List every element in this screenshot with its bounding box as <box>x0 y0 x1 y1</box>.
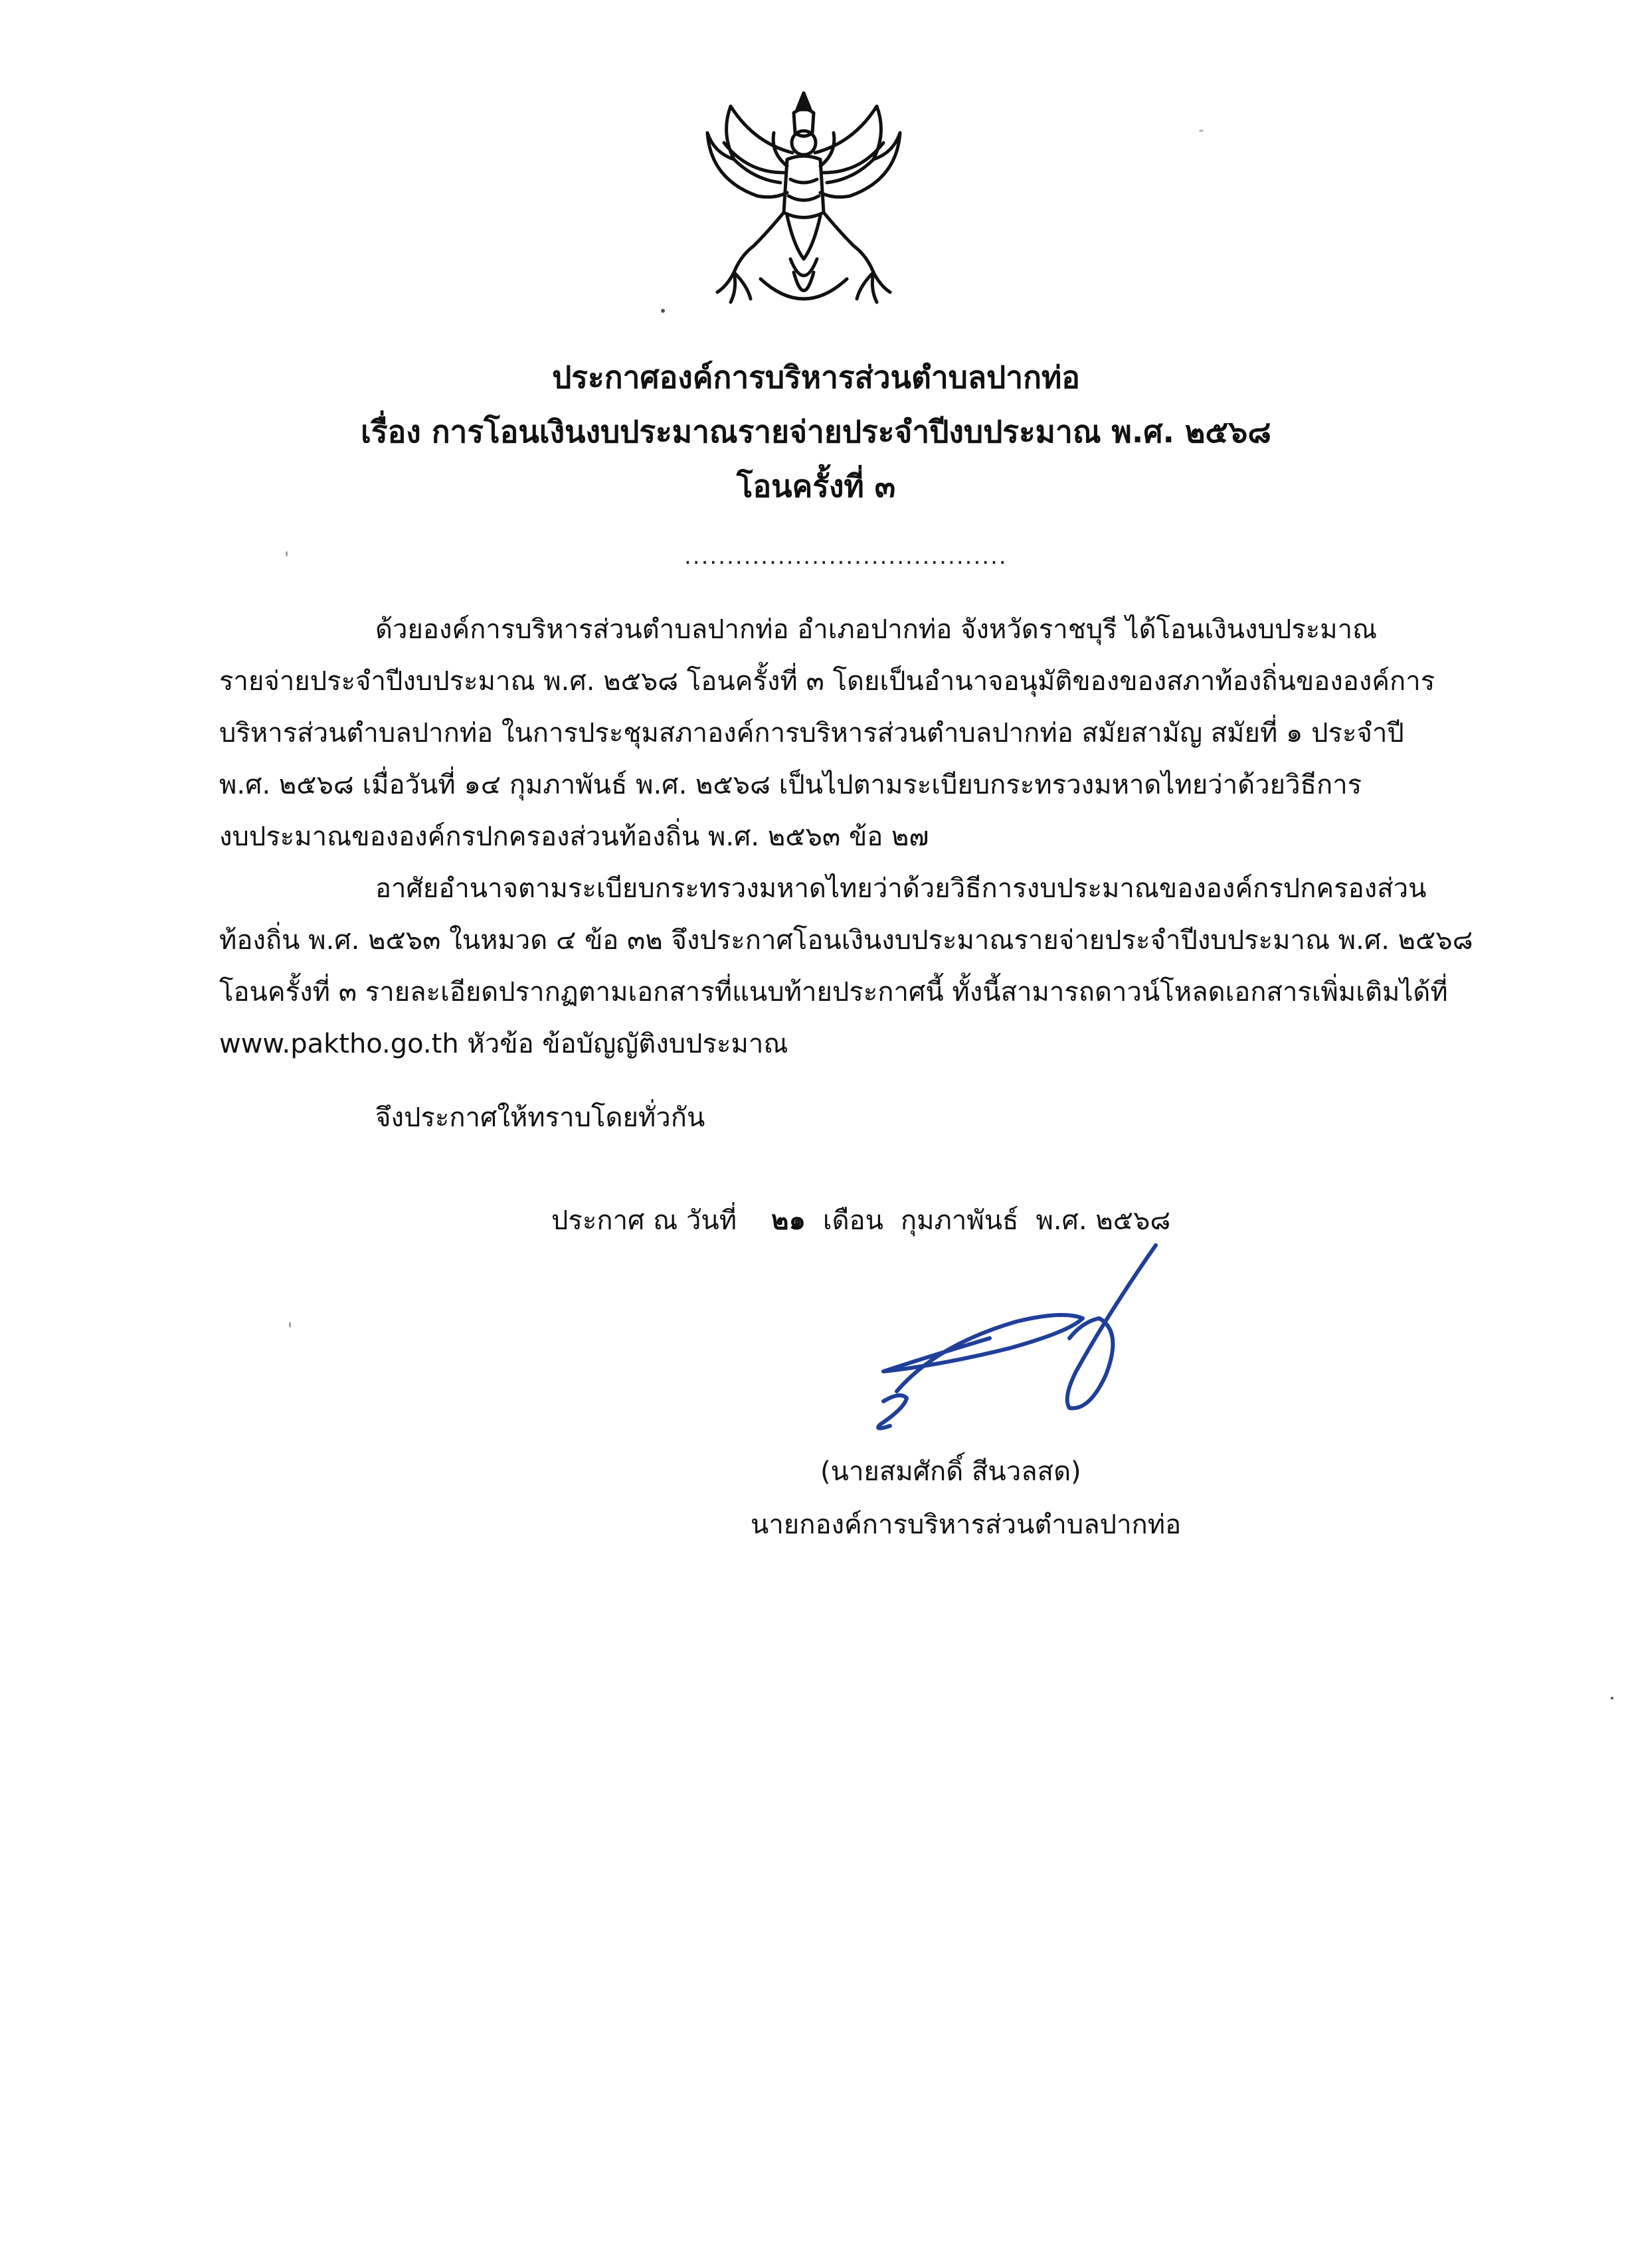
date-prefix: ประกาศ ณ วันที่ <box>551 1205 737 1236</box>
paragraph-line: รายจ่ายประจำปีงบประมาณ พ.ศ. ๒๕๖๘ โอนครั้งที่ ๓ โดยเป็นอำนาจอนุมัติของของสภาท้องถิ่นขององค์การ <box>219 666 1435 697</box>
closing-line: จึงประกาศให้ทราบโดยทั่วกัน <box>375 1102 705 1133</box>
scan-speck <box>289 1322 291 1328</box>
signer-name: (นายสมศักดิ์ สีนวลสด) <box>820 1456 1081 1487</box>
paragraph-line: งบประมาณขององค์กรปกครองส่วนท้องถิ่น พ.ศ. ๒๕๖๓ ข้อ ๒๗ <box>219 822 929 852</box>
website-line: www.paktho.go.th หัวข้อ ข้อบัญญัติงบประมาณ <box>219 1029 788 1059</box>
date-year: พ.ศ. ๒๕๖๘ <box>1036 1205 1171 1236</box>
handwritten-signature <box>844 1232 1216 1451</box>
scan-speck <box>1199 130 1204 132</box>
scan-speck <box>1611 1697 1613 1700</box>
date-month-label: เดือน <box>822 1205 883 1236</box>
paragraph-line: ด้วยองค์การบริหารส่วนตำบลปากท่อ อำเภอปากท่อ จังหวัดราชบุรี ได้โอนเงินงบประมาณ <box>375 614 1378 645</box>
garuda-emblem-icon <box>694 80 913 319</box>
announcement-title: ประกาศองค์การบริหารส่วนตำบลปากท่อ <box>552 359 1080 395</box>
paragraph-line: บริหารส่วนตำบลปากท่อ ในการประชุมสภาองค์การบริหารส่วนตำบลปากท่อ สมัยสามัญ สมัยที่ ๑ ประจำปี <box>219 718 1404 748</box>
scan-speck <box>661 309 665 313</box>
date-day: ๒๑ <box>771 1205 806 1236</box>
date-month: กุมภาพันธ์ <box>900 1205 1019 1236</box>
paragraph-line: โอนครั้งที่ ๓ รายละเอียดปรากฏตามเอกสารที่แนบท้ายประกาศนี้ ทั้งนี้สามารถดาวน์โหลดเอกสารเพิ่มเติมได้ที่ <box>219 977 1448 1007</box>
paragraph-line: ท้องถิ่น พ.ศ. ๒๕๖๓ ในหมวด ๔ ข้อ ๓๒ จึงประกาศโอนเงินงบประมาณรายจ่ายประจำปีงบประมาณ พ.ศ. ๒๕๖๘ <box>219 925 1473 956</box>
announcement-subject: เรื่อง การโอนเงินงบประมาณรายจ่ายประจำปีงบประมาณ พ.ศ. ๒๕๖๘ <box>361 414 1271 450</box>
paragraph-line: อาศัยอำนาจตามระเบียบกระทรวงมหาดไทยว่าด้วยวิธีการงบประมาณขององค์กรปกครองส่วน <box>375 873 1427 904</box>
scan-speck <box>286 551 288 557</box>
signer-title: นายกองค์การบริหารส่วนตำบลปากท่อ <box>751 1510 1182 1540</box>
paragraph-line: พ.ศ. ๒๕๖๘ เมื่อวันที่ ๑๔ กุมภาพันธ์ พ.ศ. ๒๕๖๘ เป็นไปตามระเบียบกระทรวงมหาดไทยว่าด้วยวิธีการ <box>219 770 1362 800</box>
dotted-separator: ...................................... <box>684 543 1008 570</box>
transfer-number: โอนครั้งที่ ๓ <box>736 468 896 504</box>
